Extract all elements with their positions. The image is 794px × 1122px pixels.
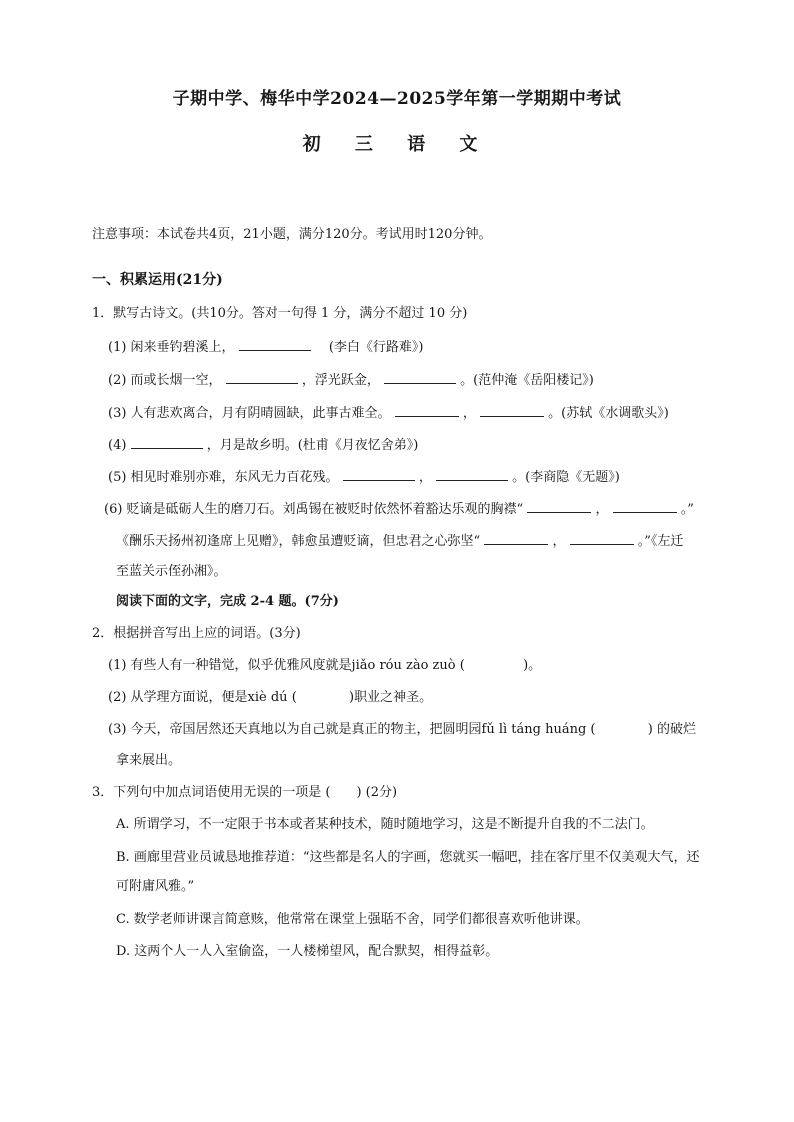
q1-item-5-comma: ， [418,470,432,485]
reading-instruction: 阅读下面的文字，完成 2-4 题。(7分) [116,594,339,609]
q1-item-1-source: (李白《行路难》) [328,340,424,355]
q1-item-6-end: 。” [680,502,694,517]
q1-item-6-line3: 至蓝关示侄孙湘》。 [116,564,227,579]
answer-blank[interactable] [239,337,311,351]
q1-item-5-source: 。(李商隐《无题》) [512,470,620,485]
q1-item-2-text: (2) 而或长烟一空， [108,373,222,388]
q3-option-c[interactable]: C. 数学老师讲课言简意赅，他常常在课堂上强聒不舍，同学们都很喜欢听他讲课。 [116,912,589,927]
q2-item-1-end: )。 [523,658,542,673]
q1-item-6-line1 [104,499,694,519]
notice-text: 注意事项：本试卷共4页，21小题，满分120分。考试用时120分钟。 [92,227,492,242]
q3-option-b-cont: 可附庸风雅。” [116,879,195,894]
q1-item-4-num: (4) [108,438,127,453]
q2-item-2 [108,689,432,707]
answer-blank[interactable] [395,403,459,417]
q2-item-1-text: (1) 有些人有一种错觉，似乎优雅风度就是jiǎo róu zào zuò ( [108,658,465,673]
q1-item-5 [108,467,620,487]
q2-item-3 [108,721,696,739]
q1-item-2-source: 。(范仲淹《岳阳楼记》) [460,373,594,388]
q1-item-6-text2: 《酬乐天扬州初逢席上见赠》，韩愈虽遭贬谪，但忠君之心弥坚“ [116,534,481,549]
question-3-stem: 3．下列句中加点词语使用无误的一项是 ( ) (2分) [92,785,398,800]
q1-item-4 [108,435,418,455]
q1-item-6-text: (6) 贬谪是砥砺人生的磨刀石。刘禹锡在被贬时依然怀着豁达乐观的胸襟“ [104,502,524,517]
q1-item-6-comma2: ， [552,534,566,549]
q2-item-3-cont: 拿来展出。 [116,753,182,768]
q2-item-2-end: )职业之神圣。 [349,690,433,705]
q1-item-2-middle: ，浮光跃金， [301,373,380,388]
q1-item-3-source: 。(苏轼《水调歌头》) [548,406,669,421]
answer-blank[interactable] [484,531,548,545]
q1-item-6-end2: 。”《左迁 [637,534,684,549]
q3-option-b[interactable]: B. 画廊里营业员诚恳地推荐道：“这些都是名人的字画，您就买一幅吧，挂在客厅里不仅美观大气，还 [116,850,700,865]
q1-item-3 [108,403,669,423]
exam-title: 子期中学、梅华中学2024—2025学年第一学期期中考试 [172,89,622,109]
q1-item-6-comma: ， [595,502,609,517]
answer-blank[interactable] [480,403,544,417]
q1-item-6-line2 [116,531,683,551]
q1-item-1 [108,337,424,357]
q1-item-1-text: (1) 闲来垂钓碧溪上， [108,340,235,355]
q2-item-3-end: ) 的破烂 [647,722,697,737]
answer-blank[interactable] [343,467,415,481]
question-1-stem: 1．默写古诗文。(共10分。答对一句得 1 分，满分不超过 10 分) [92,306,468,321]
q1-item-5-text: (5) 相见时难别亦难，东风无力百花残。 [108,470,339,485]
answer-blank[interactable] [613,499,677,513]
q1-item-2 [108,370,594,390]
question-2-stem: 2．根据拼音写出上应的词语。(3分) [92,626,301,641]
q1-item-4-text: ，月是故乡明。(杜甫《月夜忆舍弟》) [206,438,419,453]
q2-item-1 [108,657,541,675]
q3-option-a[interactable]: A. 所谓学习，不一定限于书本或者某种技术，随时随地学习，这是不断提升自我的不二法门。 [116,817,654,832]
answer-blank[interactable] [436,467,508,481]
answer-blank[interactable] [527,499,591,513]
q1-item-3-text: (3) 人有悲欢离合，月有阴晴圆缺，此事古难全。 [108,406,391,421]
answer-blank[interactable] [384,370,456,384]
q1-item-3-comma: ， [462,406,476,421]
subject-title: 初 三 语 文 [302,134,492,155]
answer-blank[interactable] [131,435,203,449]
q3-option-d[interactable]: D. 这两个人一人入室偷盗，一人楼梯望风，配合默契，相得益彰。 [116,944,499,959]
q2-item-2-text: (2) 从学理方面说，便是xiè dú ( [108,690,297,705]
q2-item-3-text: (3) 今天，帝国居然还天真地以为自己就是真正的物主，把圆明园fǔ lì táng huáng ( [108,722,596,737]
answer-blank[interactable] [226,370,298,384]
section-heading: 一、积累运用(21分) [92,272,223,288]
answer-blank[interactable] [570,531,634,545]
